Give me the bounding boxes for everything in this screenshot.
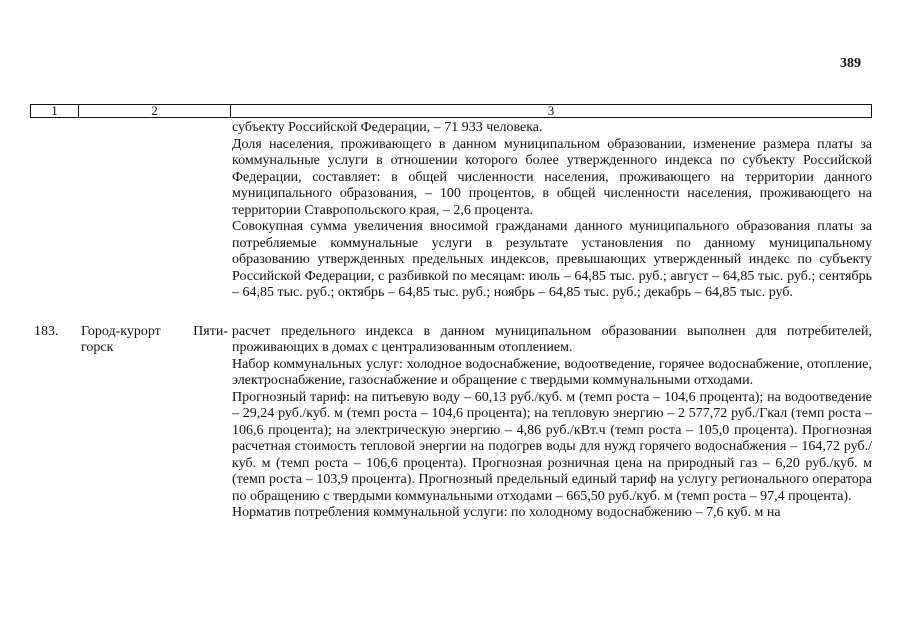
header-col-1: 1 (31, 105, 79, 117)
row-description (232, 120, 872, 302)
table-body (30, 120, 872, 522)
paragraph: Прогнозный тариф: на питьевую воду – 60,13 руб./куб. м (темп роста – 104,6 процента); на водоотведение – 29,24 руб./куб. м (темп роста – 104,6 процента); на тепловую энергию – 2 577,72 руб./Гкал (темп роста – 106,6 процента); на электрическую энергию – 4,86 руб./кВт.ч (темп роста – 105,0 процента). Прогнозная расчетная стоимость тепловой энергии на подогрев воды для нужд горячего водоснабжения – 164,72 руб./куб. м (темп роста – 106,6 процента). Прогнозная розничная цена на природный газ – 6,20 руб./куб. м (темп роста – 103,9 процента). Прогнозный предельный единый тариф на услугу регионального оператора по обращению с твердыми коммунальными отходами – 665,50 руб./куб. м (темп роста – 97,4 процента). (232, 389, 872, 504)
municipality-name (78, 120, 232, 302)
municipality-name-part-b: Пяти- (193, 323, 228, 339)
row-number (30, 120, 78, 302)
municipality-name-line2: горск (81, 340, 114, 355)
paragraph: Доля населения, проживающего в данном муниципальном образовании, изменение размера платы за коммунальные услуги в отношении которого более утвержденного индекса по субъекту Российской Федерации, составляет: в общей численности населения, проживающего на территории данного муниципального образования, – 100 процентов, в общей численности населения, проживающего на территории Ставропольского края, – 2,6 процента. (232, 136, 872, 218)
page-number: 389 (840, 56, 861, 71)
paragraph: Норматив потребления коммунальной услуги: по холодному водоснабжению – 7,6 куб. м на (232, 505, 781, 520)
header-col-3: 3 (547, 103, 555, 118)
row-description (232, 324, 872, 522)
municipality-name-part-a: Город-курорт (81, 323, 161, 339)
paragraph: субъекту Российской Федерации, – 71 933 человека. (232, 120, 543, 135)
table-header (30, 104, 872, 118)
row-number: 183. (34, 323, 59, 339)
municipality-name (78, 324, 232, 522)
paragraph: Набор коммунальных услуг: холодное водоснабжение, водоотведение, горячее водоснабжение, отопление, электроснабжение, газоснабжение и обращение с твердыми коммунальными отходами. (232, 356, 872, 388)
municipality-name-line1 (81, 324, 228, 341)
table-row (30, 120, 872, 302)
header-col-2: 2 (79, 105, 231, 117)
table-row (30, 324, 872, 522)
paragraph: Совокупная сумма увеличения вносимой гражданами данного муниципального образования платы за потребляемые коммунальные услуги в результате установления по данному муниципальному образованию утвержденных предельных индексов, превышающих утвержденный индекс по субъекту Российской Федерации, с разбивкой по месяцам: июль – 64,85 тыс. руб.; август – 64,85 тыс. руб.; сентябрь – 64,85 тыс. руб.; октябрь – 64,85 тыс. руб.; ноябрь – 64,85 тыс. руб.; декабрь – 64,85 тыс. руб. (232, 219, 872, 300)
paragraph: расчет предельного индекса в данном муниципальном образовании выполнен для потребителей, проживающих в домах с централизованным отоплением. (232, 323, 872, 355)
